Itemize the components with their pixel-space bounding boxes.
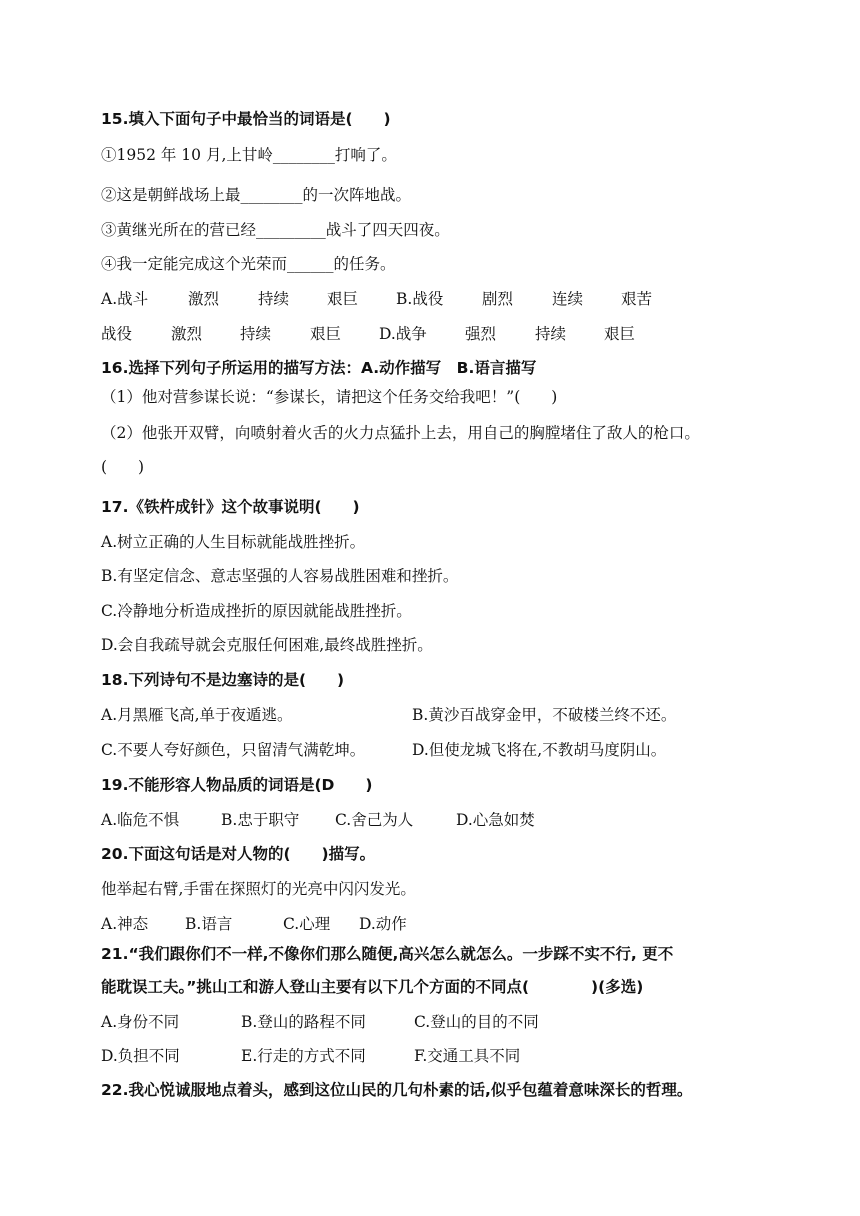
q19-option-a: A.临危不惧 xyxy=(101,811,180,829)
q20-title: 20.下面这句话是对人物的( )描写。 xyxy=(101,845,376,863)
option-word: 剧烈 xyxy=(482,290,514,308)
q16-sentence-2: （2）他张开双臂，向喷射着火舌的火力点猛扑上去，用自己的胸膛堵住了敌人的枪口。 xyxy=(101,424,700,442)
option-word: 激烈 xyxy=(171,325,203,343)
q15-sentence-3: ③黄继光所在的营已经_________战斗了四天四夜。 xyxy=(101,221,450,239)
q21-option-b: B.登山的路程不同 xyxy=(241,1013,366,1031)
q15-sentence-1: ①1952 年 10 月,上甘岭________打响了。 xyxy=(101,146,397,164)
q17-option-b: B.有坚定信念、意志坚强的人容易战胜困难和挫折。 xyxy=(101,567,459,585)
q18-option-c: C.不要人夸好颜色，只留清气满乾坤。 xyxy=(101,741,366,759)
option-label: D.战争 xyxy=(379,325,427,343)
q18-option-a: A.月黑雁飞高,单于夜遁逃。 xyxy=(101,706,293,724)
q15-sentence-2: ②这是朝鲜战场上最________的一次阵地战。 xyxy=(101,186,412,204)
q21-option-a: A.身份不同 xyxy=(101,1013,180,1031)
q22-title: 22.我心悦诚服地点着头，感到这位山民的几句朴素的话,似乎包蕴着意味深长的哲理。 xyxy=(101,1081,693,1099)
option-word: 连续 xyxy=(552,290,584,308)
q20-option-c: C.心理 xyxy=(283,915,331,933)
q21-option-f: F.交通工具不同 xyxy=(414,1047,521,1065)
q17-option-c: C.冷静地分析造成挫折的原因就能战胜挫折。 xyxy=(101,602,412,620)
q20-option-b: B.语言 xyxy=(185,915,233,933)
q20-option-a: A.神态 xyxy=(101,915,149,933)
q16-answer-blank: ( ) xyxy=(101,458,145,476)
q19-title: 19.不能形容人物品质的词语是(D ) xyxy=(101,776,373,794)
option-label: B.战役 xyxy=(396,290,444,308)
option-word: 持续 xyxy=(258,290,290,308)
q15-title: 15.填入下面句子中最恰当的词语是( ) xyxy=(101,110,391,128)
q21-option-d: D.负担不同 xyxy=(101,1047,180,1065)
q21-quote-line-1: 21.“我们跟你们不一样,不像你们那么随便,高兴怎么就怎么。一步踩不实不行, 更不 xyxy=(101,945,674,963)
q19-option-b: B.忠于职守 xyxy=(221,811,300,829)
q19-option-d: D.心急如焚 xyxy=(456,811,535,829)
q15-sentence-4: ④我一定能完成这个光荣而______的任务。 xyxy=(101,255,396,273)
q21-option-e: E.行走的方式不同 xyxy=(241,1047,366,1065)
q21-quote-line-2: 能耽误工夫。”挑山工和游人登山主要有以下几个方面的不同点( )(多选) xyxy=(101,978,644,996)
q16-title: 16.选择下列句子所运用的描写方法：A.动作描写 B.语言描写 xyxy=(101,359,537,377)
option-word: 强烈 xyxy=(465,325,497,343)
q18-title: 18.下列诗句不是边塞诗的是( ) xyxy=(101,671,345,689)
q19-option-c: C.舍己为人 xyxy=(335,811,414,829)
option-word: 持续 xyxy=(535,325,567,343)
q17-title: 17.《铁杵成针》这个故事说明( ) xyxy=(101,498,360,516)
q18-option-d: D.但使龙城飞将在,不教胡马度阴山。 xyxy=(412,741,667,759)
option-word: 激烈 xyxy=(188,290,220,308)
q20-sentence: 他举起右臂,手雷在探照灯的光亮中闪闪发光。 xyxy=(101,880,416,898)
option-word: 战役 xyxy=(101,325,133,343)
option-label: A.战斗 xyxy=(101,290,149,308)
option-word: 艰苦 xyxy=(621,290,653,308)
option-word: 艰巨 xyxy=(327,290,359,308)
q17-option-d: D.会自我疏导就会克服任何困难,最终战胜挫折。 xyxy=(101,636,433,654)
q17-option-a: A.树立正确的人生目标就能战胜挫折。 xyxy=(101,533,366,551)
q18-option-b: B.黄沙百战穿金甲，不破楼兰终不还。 xyxy=(412,706,677,724)
option-word: 持续 xyxy=(240,325,272,343)
option-word: 艰巨 xyxy=(604,325,636,343)
option-word: 艰巨 xyxy=(310,325,342,343)
q16-sentence-1: （1）他对营参谋长说：“参谋长，请把这个任务交给我吧！”( ) xyxy=(101,388,558,406)
q20-option-d: D.动作 xyxy=(359,915,407,933)
q21-option-c: C.登山的目的不同 xyxy=(414,1013,539,1031)
